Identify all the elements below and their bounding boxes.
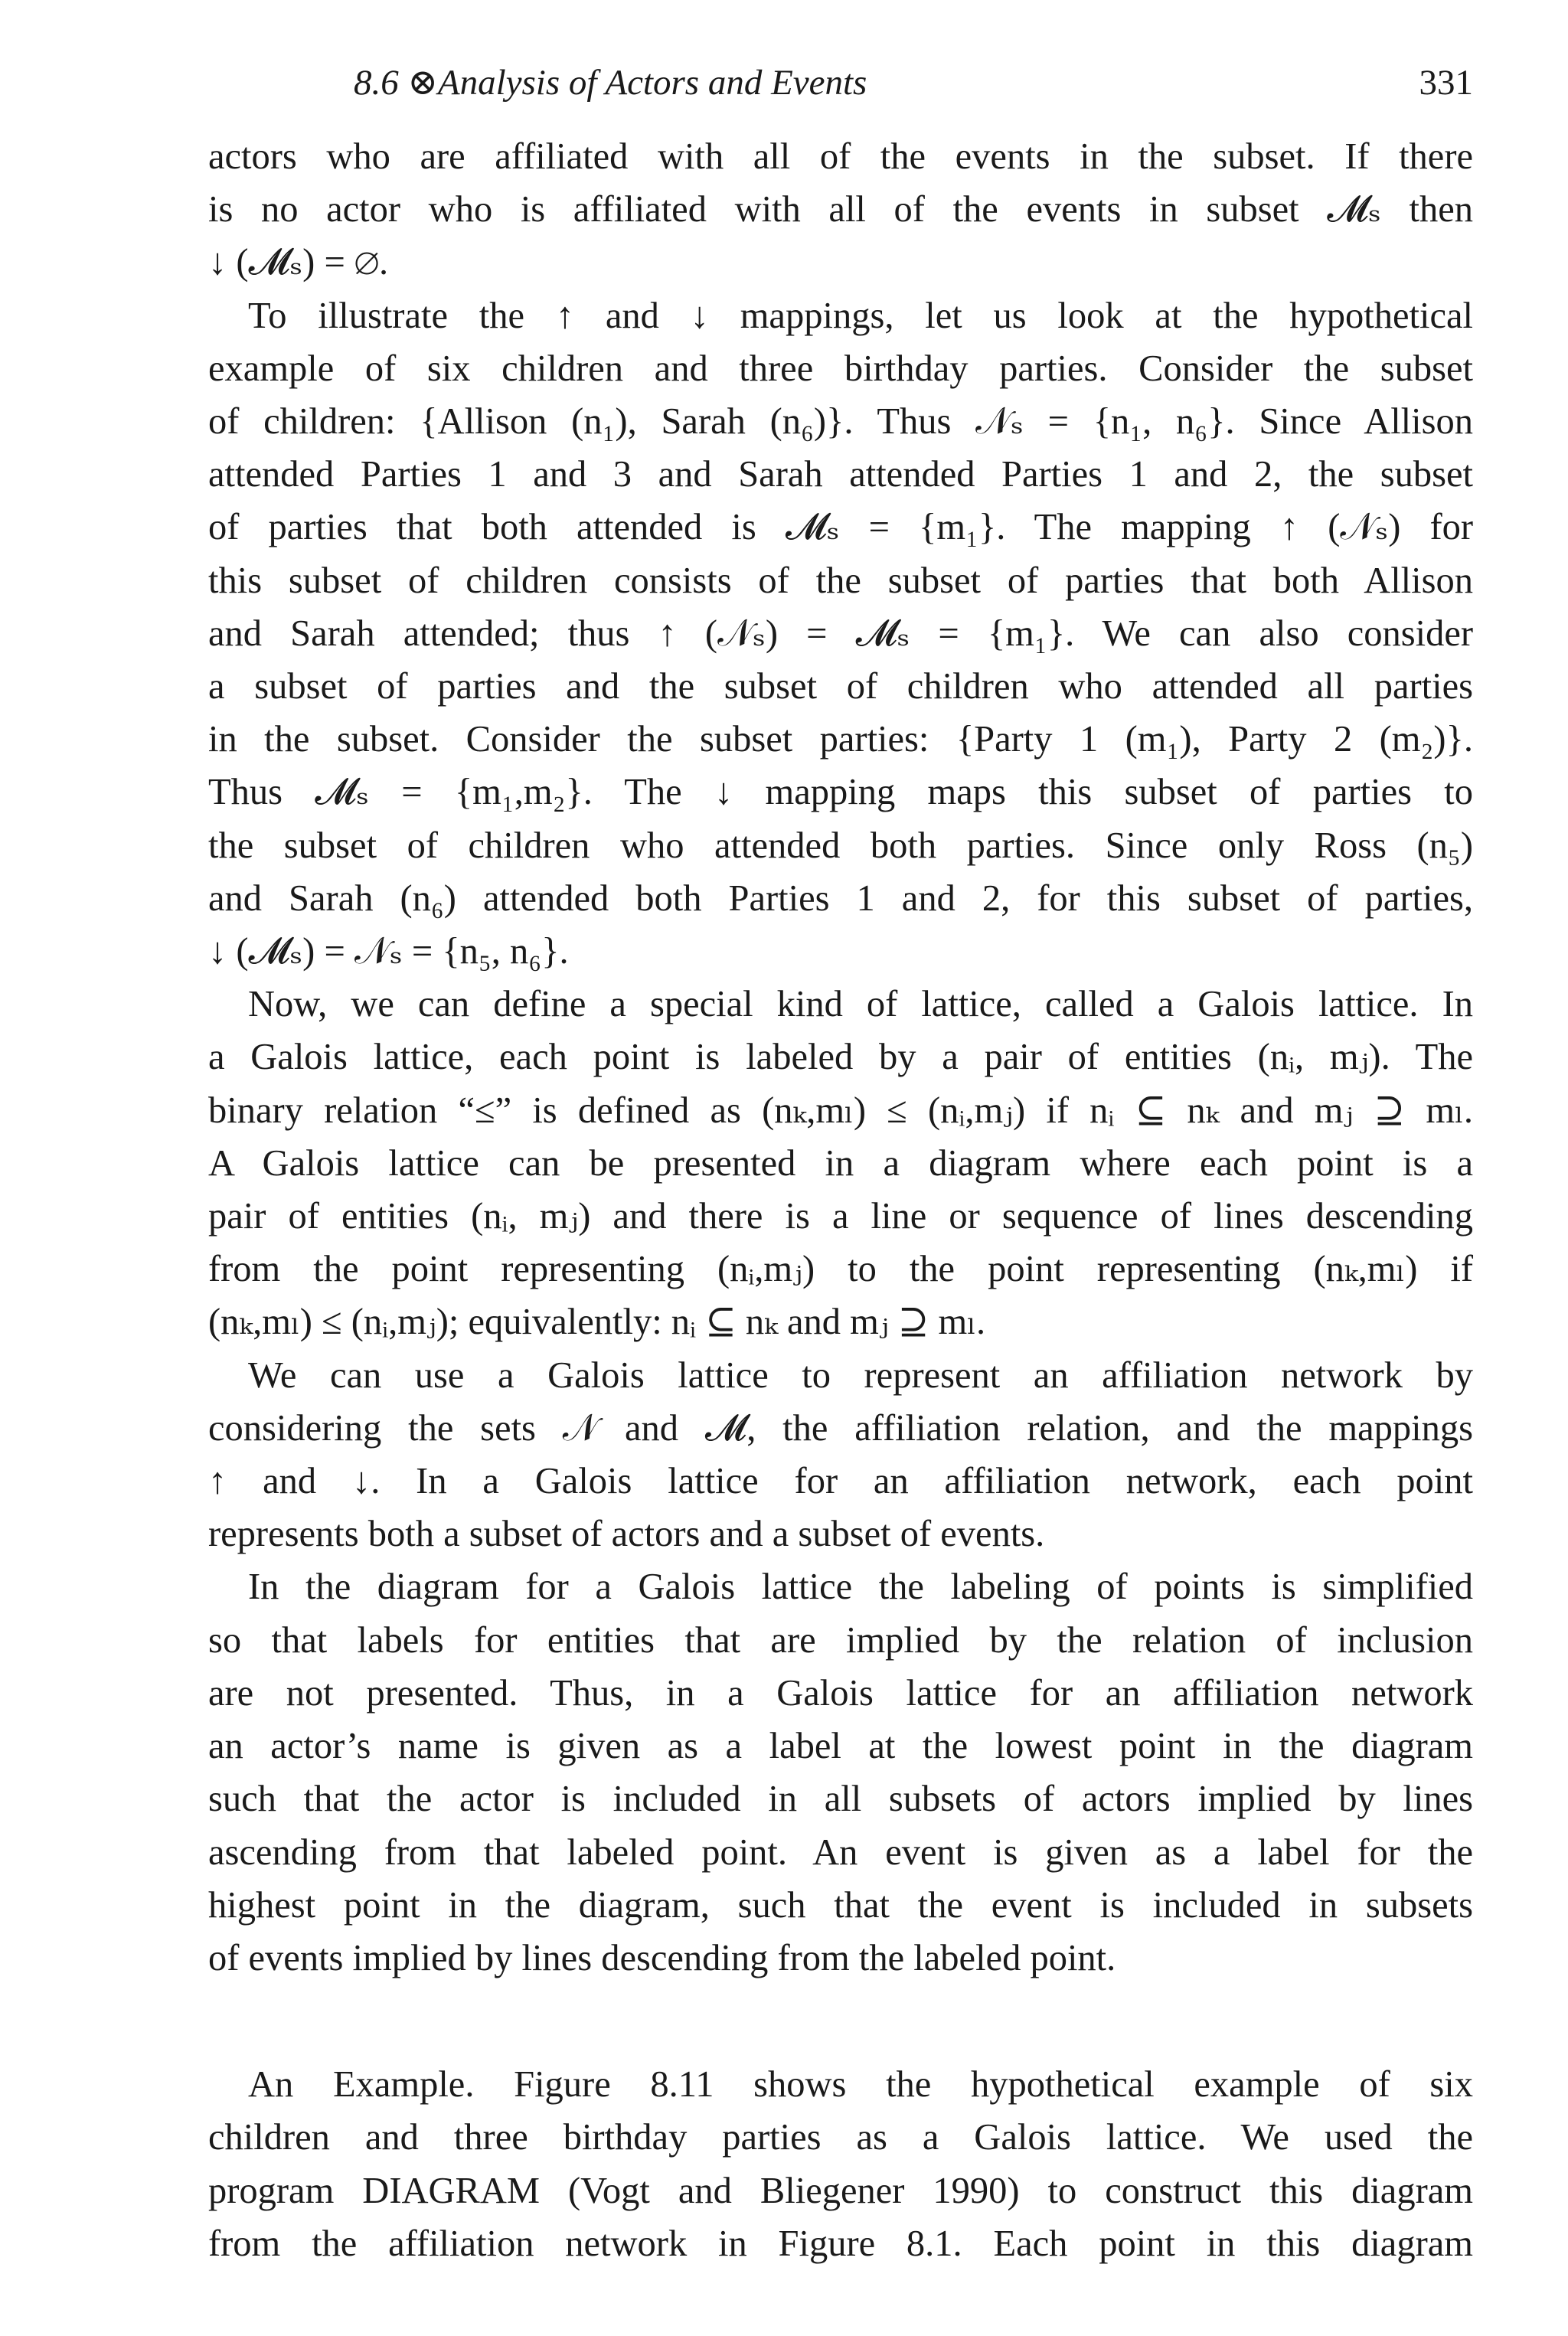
text-line: binary relation “≤” is defined as (nₖ,mₗ) ≤ (nᵢ,mⱼ) if nᵢ ⊆ nₖ and mⱼ ⊇ mₗ. <box>208 1090 1473 1131</box>
running-head <box>354 55 1473 110</box>
paragraph-2 <box>208 289 1473 979</box>
text-line: from the affiliation network in Figure 8.1. Each point in this diagram <box>208 2223 1473 2264</box>
text-line: are not presented. Thus, in a Galois lattice for an affiliation network <box>208 1672 1473 1714</box>
text-line: ↓ (𝓜ₛ) = ∅. <box>208 242 389 283</box>
text-line: an actor’s name is given as a label at the lowest point in the diagram <box>208 1726 1473 1767</box>
paragraph-1 <box>208 130 1473 289</box>
text-line: a subset of parties and the subset of children who attended all parties <box>208 666 1473 707</box>
text-line: this subset of children consists of the subset of parties that both Allison <box>208 560 1473 601</box>
paragraph-3 <box>208 978 1473 1348</box>
text-line: represents both a subset of actors and a subset of events. <box>208 1514 1045 1555</box>
text-line: and Sarah (n₆) attended both Parties 1 and 2, for this subset of parties, <box>208 877 1473 919</box>
text-line: program DIAGRAM (Vogt and Bliegener 1990) to construct this diagram <box>208 2170 1473 2211</box>
page-number: 331 <box>1419 63 1473 103</box>
text-line: from the point representing (nᵢ,mⱼ) to the point representing (nₖ,mₗ) if <box>208 1249 1473 1290</box>
text-line: To illustrate the ↑ and ↓ mappings, let us look at the hypothetical <box>248 295 1473 336</box>
text-line: is no actor who is affiliated with all of the events in subset 𝓜ₛ then <box>208 189 1473 230</box>
text-line: of parties that both attended is 𝓜ₛ = {m₁}. The mapping ↑ (𝒩ₛ) for <box>208 507 1473 548</box>
text-line: pair of entities (nᵢ, mⱼ) and there is a line or sequence of lines descending <box>208 1196 1473 1237</box>
text-line: and Sarah attended; thus ↑ (𝒩ₛ) = 𝓜ₛ = {m₁}. We can also consider <box>208 613 1473 654</box>
text-line: Thus 𝓜ₛ = {m₁,m₂}. The ↓ mapping maps this subset of parties to <box>208 772 1473 813</box>
body-text <box>208 130 1473 2270</box>
running-head-title: 8.6 ⊗Analysis of Actors and Events <box>354 63 867 103</box>
text-line: example of six children and three birthday parties. Consider the subset <box>208 348 1473 389</box>
text-line: the subset of children who attended both parties. Since only Ross (n₅) <box>208 825 1473 866</box>
text-line: attended Parties 1 and 3 and Sarah attended Parties 1 and 2, the subset <box>208 454 1473 495</box>
text-line: of events implied by lines descending from the labeled point. <box>208 1937 1116 1978</box>
text-line: such that the actor is included in all subsets of actors implied by lines <box>208 1779 1473 1820</box>
text-line: highest point in the diagram, such that the event is included in subsets <box>208 1884 1473 1926</box>
text-line: in the subset. Consider the subset parties: {Party 1 (m₁), Party 2 (m₂)}. <box>208 719 1473 760</box>
text-line: We can use a Galois lattice to represent an affiliation network by <box>248 1354 1473 1396</box>
text-line: A Galois lattice can be presented in a diagram where each point is a <box>208 1142 1473 1184</box>
text-line: ascending from that labeled point. An event is given as a label for the <box>208 1831 1473 1873</box>
text-line: (nₖ,mₗ) ≤ (nᵢ,mⱼ); equivalently: nᵢ ⊆ nₖ and mⱼ ⊇ mₗ. <box>208 1302 986 1343</box>
text-line: actors who are affiliated with all of the events in the subset. If there <box>208 136 1473 177</box>
paragraph-5 <box>208 1560 1473 1985</box>
text-line: An Example. Figure 8.11 shows the hypothetical example of six <box>248 2064 1473 2106</box>
paragraph-4 <box>208 1349 1473 1561</box>
text-line: so that labels for entities that are implied by the relation of inclusion <box>208 1619 1473 1661</box>
text-line: ↑ and ↓. In a Galois lattice for an affiliation network, each point <box>208 1461 1473 1502</box>
text-line: children and three birthday parties as a Galois lattice. We used the <box>208 2117 1473 2158</box>
text-line: ↓ (𝓜ₛ) = 𝒩ₛ = {n₅, n₆}. <box>208 931 569 972</box>
paragraph-6 <box>208 2058 1473 2270</box>
section-gap <box>208 1985 1473 2058</box>
text-line: In the diagram for a Galois lattice the labeling of points is simplified <box>248 1567 1473 1608</box>
text-line: considering the sets 𝒩 and 𝓜, the affiliation relation, and the mappings <box>208 1407 1473 1449</box>
text-line: of children: {Allison (n₁), Sarah (n₆)}. Thus 𝒩ₛ = {n₁, n₆}. Since Allison <box>208 401 1473 443</box>
text-line: a Galois lattice, each point is labeled by a pair of entities (nᵢ, mⱼ). The <box>208 1037 1473 1078</box>
text-line: Now, we can define a special kind of lattice, called a Galois lattice. In <box>248 984 1473 1025</box>
